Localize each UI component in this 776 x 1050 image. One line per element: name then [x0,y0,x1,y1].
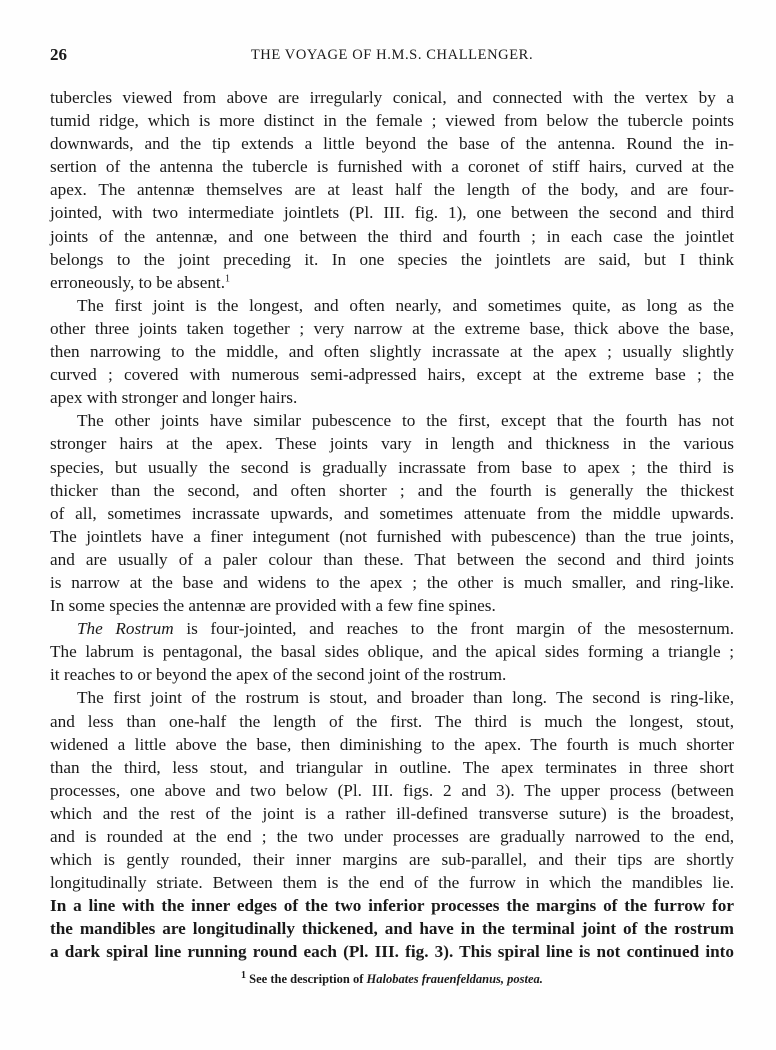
page-number: 26 [50,45,67,64]
footnote-text: See the description of [249,972,367,986]
paragraph-3 [50,409,734,617]
text-line: and is rounded at the end ; the two under processes are gradually narrowed to the end, [50,827,734,846]
text-line: than the third, less stout, and triangular in outline. The apex terminates in three short [50,757,734,777]
paragraph-rostrum [50,617,734,686]
paragraph-5 [50,686,734,963]
section-lead-italic: The Rostrum [77,619,174,639]
text-line: thicker than the second, and often shorter ; and the fourth is generally the thickest [50,480,734,500]
text-line: In some species the antennæ are provided with a few fine spines. [50,596,496,616]
text-line: apex with stronger and longer hairs. [50,388,298,408]
running-head [50,45,734,67]
text-line [50,271,734,294]
text-line: tubercles viewed from above are irregularly conical, and connected with the vertex by a [50,88,734,107]
text-line-content: erroneously, to be absent. [50,272,226,292]
footnote [50,969,734,987]
text-line: and less than one-half the length of the first. The third is much the longest, stout, [50,711,734,731]
text-line-content: is four-jointed, and reaches to the front margin of the mesosternum. [173,619,734,639]
text-line: longitudinally striate. Between them is the end of the furrow in which the mandibles lie. [50,873,734,893]
text-line: of all, sometimes incrassate upwards, and sometimes attenuate from the middle upwards. [50,503,734,523]
footnote-marker: 1 [241,969,247,981]
text-line: then narrowing to the middle, and often slightly incrassate at the apex ; usually slightly [50,342,734,362]
text-line: belongs to the joint preceding it. In one species the jointlets are said, but I think [50,249,734,269]
text-line: which is gently rounded, their inner margins are sub-parallel, and their tips are shortly [50,850,734,870]
text-line: which and the rest of the joint is a rather ill-defined transverse suture) is the broadest, [50,803,734,823]
paragraph-1 [50,86,734,294]
text-line: it reaches to or beyond the apex of the second joint of the rostrum. [50,665,507,685]
text-line: is narrow at the base and widens to the apex ; the other is much smaller, and ring-like. [50,572,734,592]
text-line: other three joints taken together ; very narrow at the extreme base, thick above the base, [50,318,734,338]
text-line: The labrum is pentagonal, the basal sides oblique, and the apical sides forming a triangle ; [50,642,734,662]
text-line: downwards, and the tip extends a little beyond the base of the antenna. Round the in- [50,134,734,154]
text-line: The other joints have similar pubescence to the first, except that the fourth has not [77,411,734,431]
paragraph-2 [50,294,734,409]
text-line: In a line with the inner edges of the two inferior processes the margins of the furrow for [50,896,734,916]
text-line: joints of the antennæ, and one between the third and fourth ; in each case the jointlet [50,226,734,246]
running-title: THE VOYAGE OF H.M.S. CHALLENGER. [250,47,534,63]
text-line: processes, one above and two below (Pl. III. figs. 2 and 3). The upper process (between [50,780,734,800]
body-text [50,86,734,964]
text-line: the mandibles are longitudinally thickened, and have in the terminal joint of the rostrum [50,919,734,939]
text-line: The jointlets have a finer integument (not furnished with pubescence) than the true joints, [50,526,734,546]
text-line: curved ; covered with numerous semi-adpressed hairs, except at the extreme base ; the [50,365,734,385]
text-line: species, but usually the second is gradually incrassate from base to apex ; the third is [50,457,734,477]
text-line: stronger hairs at the apex. These joints vary in length and thickness in the various [50,434,734,454]
text-line: widened a little above the base, then diminishing to the apex. The fourth is much shorter [50,734,734,754]
text-line: sertion of the antenna the tubercle is furnished with a coronet of stiff hairs, curved at the [50,157,734,177]
text-line: tumid ridge, which is more distinct in the female ; viewed from below the tubercle points [50,111,734,131]
text-line: apex. The antennæ themselves are at least half the length of the body, and are four- [50,180,734,200]
text-line: The first joint of the rostrum is stout, and broader than long. The second is ring-like, [77,688,734,708]
text-line: jointed, with two intermediate jointlets (Pl. III. fig. 1), one between the second and third [50,203,734,223]
footnote-italic-text: Halobates frauenfeldanus, postea. [366,972,543,986]
text-line: a dark spiral line running round each (Pl. III. fig. 3). This spiral line is not continued into [50,942,734,962]
text-line [50,617,734,640]
footnote-reference[interactable]: 1 [225,273,231,285]
text-line: The first joint is the longest, and often nearly, and sometimes quite, as long as the [77,295,734,315]
text-line: and are usually of a paler colour than these. That between the second and third joints [50,549,734,569]
